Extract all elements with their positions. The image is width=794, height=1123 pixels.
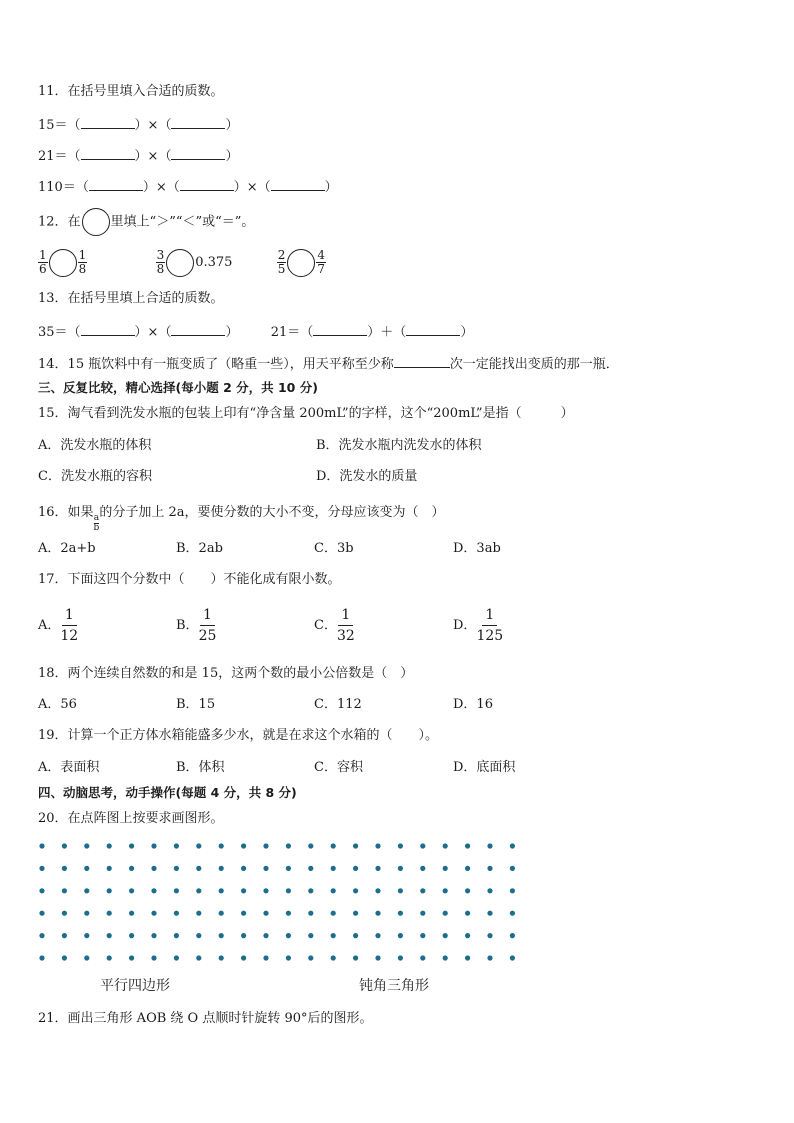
- answer-blank[interactable]: [81, 146, 135, 160]
- q13-row: [38, 322, 473, 342]
- compare-circle[interactable]: [287, 249, 315, 277]
- grid-dot[interactable]: [62, 843, 67, 848]
- grid-dot[interactable]: [443, 911, 448, 916]
- grid-dot[interactable]: [331, 866, 336, 871]
- compare-circle[interactable]: [166, 249, 194, 277]
- answer-blank[interactable]: [81, 322, 135, 336]
- grid-dot[interactable]: [39, 888, 44, 893]
- q18-option-a[interactable]: A．56: [38, 697, 77, 712]
- grid-dot[interactable]: [331, 888, 336, 893]
- q13-left-lhs: 35＝（: [38, 325, 81, 340]
- fraction-denominator: b: [93, 523, 100, 533]
- grid-dot[interactable]: [353, 866, 358, 871]
- grid-dot[interactable]: [487, 866, 492, 871]
- q15-option-c[interactable]: C．洗发水瓶的容积: [38, 469, 152, 484]
- grid-dot[interactable]: [107, 911, 112, 916]
- grid-dot[interactable]: [375, 911, 380, 916]
- option-label: A．: [38, 618, 61, 633]
- grid-dot[interactable]: [308, 955, 313, 960]
- grid-dot[interactable]: [196, 911, 201, 916]
- grid-dot[interactable]: [241, 955, 246, 960]
- q19-option-b[interactable]: B．体积: [176, 760, 225, 775]
- grid-dot[interactable]: [398, 866, 403, 871]
- option-label: B．: [176, 618, 199, 633]
- q12-items: [38, 248, 326, 278]
- fraction-numerator: 2: [277, 248, 286, 262]
- answer-blank[interactable]: [81, 115, 135, 129]
- grid-dot[interactable]: [196, 888, 201, 893]
- grid-dot[interactable]: [129, 888, 134, 893]
- q11-row-1: [38, 115, 238, 135]
- grid-dot[interactable]: [62, 933, 67, 938]
- grid-dot[interactable]: [84, 911, 89, 916]
- q17-prompt: 17．下面这四个分数中（ ）不能化成有限小数。: [38, 572, 341, 587]
- grid-dot[interactable]: [443, 843, 448, 848]
- grid-dot[interactable]: [129, 843, 134, 848]
- fraction-numerator: 1: [200, 605, 215, 626]
- q15-prompt: 15．淘气看到洗发水瓶的包装上印有“净含量 200mL”的字样，这个“200mL”是指（ ）: [38, 406, 574, 421]
- grid-dot[interactable]: [39, 911, 44, 916]
- fraction-numerator: 1: [78, 248, 87, 262]
- grid-dot[interactable]: [129, 933, 134, 938]
- grid-dot[interactable]: [331, 911, 336, 916]
- grid-dot[interactable]: [39, 866, 44, 871]
- grid-dot[interactable]: [487, 933, 492, 938]
- grid-dot[interactable]: [353, 955, 358, 960]
- q13-left-end: ）: [225, 325, 239, 340]
- section-4-heading: 四、动脑思考，动手操作(每题 4 分，共 8 分): [38, 785, 297, 800]
- grid-dot[interactable]: [84, 933, 89, 938]
- answer-blank[interactable]: [171, 146, 225, 160]
- grid-dot[interactable]: [510, 843, 515, 848]
- q19-option-d[interactable]: D．底面积: [453, 760, 516, 775]
- grid-dot[interactable]: [420, 933, 425, 938]
- grid-dot[interactable]: [219, 955, 224, 960]
- dot-grid[interactable]: [34, 838, 524, 964]
- q19-prompt: 19．计算一个正方体水箱能盛多少水，就是在求这个水箱的（ ）。: [38, 728, 439, 743]
- grid-dot[interactable]: [487, 955, 492, 960]
- q16-pre: 16．如果: [38, 505, 94, 520]
- q16-option-d[interactable]: D．3ab: [453, 541, 501, 556]
- q15-option-d[interactable]: D．洗发水的质量: [316, 469, 418, 484]
- grid-dot[interactable]: [487, 843, 492, 848]
- grid-dot[interactable]: [219, 843, 224, 848]
- q17-option-b[interactable]: [176, 604, 216, 648]
- fraction-numerator: a: [93, 513, 100, 523]
- q16-option-a[interactable]: A．2a+b: [38, 541, 96, 556]
- grid-dot[interactable]: [174, 933, 179, 938]
- grid-dot[interactable]: [286, 888, 291, 893]
- grid-dot[interactable]: [107, 843, 112, 848]
- grid-dot[interactable]: [353, 911, 358, 916]
- grid-dot[interactable]: [151, 911, 156, 916]
- grid-dot[interactable]: [241, 933, 246, 938]
- q12-prompt: [38, 208, 254, 237]
- answer-blank[interactable]: [89, 177, 143, 191]
- grid-dot[interactable]: [331, 955, 336, 960]
- grid-dot[interactable]: [84, 866, 89, 871]
- q11-row-2: [38, 146, 238, 166]
- q18-option-b[interactable]: B．15: [176, 697, 216, 712]
- grid-dot[interactable]: [286, 843, 291, 848]
- grid-dot[interactable]: [308, 888, 313, 893]
- q18-option-c[interactable]: C．112: [314, 697, 362, 712]
- q17-option-a[interactable]: [38, 604, 78, 648]
- grid-dot[interactable]: [107, 866, 112, 871]
- q14-pre: 14．15 瓶饮料中有一瓶变质了（略重一些），用天平称至少称: [38, 357, 394, 372]
- grid-dot[interactable]: [420, 955, 425, 960]
- q18-prompt: 18．两个连续自然数的和是 15，这两个数的最小公倍数是（ ）: [38, 666, 414, 681]
- q12-item-b: [156, 248, 237, 276]
- q16-option-c[interactable]: C．3b: [314, 541, 354, 556]
- grid-dot[interactable]: [263, 888, 268, 893]
- q12-pre: 12．在: [38, 214, 81, 230]
- grid-dot[interactable]: [263, 933, 268, 938]
- compare-circle[interactable]: [49, 249, 77, 277]
- q11-row-1-end: ）: [225, 118, 239, 133]
- answer-blank[interactable]: [171, 322, 225, 336]
- grid-dot[interactable]: [62, 866, 67, 871]
- q12-post: 里填上“＞”“＜”或“＝”。: [110, 214, 255, 230]
- grid-dot[interactable]: [219, 933, 224, 938]
- q12-item-c: [277, 248, 326, 276]
- grid-dot[interactable]: [375, 843, 380, 848]
- grid-dot[interactable]: [174, 888, 179, 893]
- q20-prompt: 20．在点阵图上按要求画图形。: [38, 811, 224, 826]
- grid-dot[interactable]: [375, 866, 380, 871]
- grid-dot[interactable]: [487, 911, 492, 916]
- grid-dot[interactable]: [308, 933, 313, 938]
- q13-right-lhs: 21＝（: [270, 325, 314, 340]
- grid-dot[interactable]: [353, 933, 358, 938]
- grid-dot[interactable]: [263, 866, 268, 871]
- grid-dot[interactable]: [398, 955, 403, 960]
- grid-dot[interactable]: [219, 866, 224, 871]
- answer-blank[interactable]: [180, 177, 234, 191]
- grid-dot[interactable]: [420, 843, 425, 848]
- q13-right-end: ）: [460, 325, 474, 340]
- grid-dot[interactable]: [465, 933, 470, 938]
- fraction-numerator: 1: [39, 248, 47, 262]
- q19-option-c[interactable]: C．容积: [314, 760, 363, 775]
- q11-row-2-mid: ）×（: [134, 149, 172, 164]
- decimal-value: 0.375: [195, 255, 233, 270]
- grid-dot[interactable]: [443, 955, 448, 960]
- grid-dot[interactable]: [398, 888, 403, 893]
- fraction-denominator: 25: [198, 628, 217, 644]
- grid-dot[interactable]: [151, 866, 156, 871]
- dot-grid-label-obtuse-triangle: 钝角三角形: [359, 978, 429, 994]
- option-label: C．: [314, 618, 337, 633]
- grid-dot[interactable]: [219, 911, 224, 916]
- grid-dot[interactable]: [375, 888, 380, 893]
- q17-option-d[interactable]: [453, 604, 503, 648]
- grid-dot[interactable]: [510, 933, 515, 938]
- grid-dot[interactable]: [219, 888, 224, 893]
- fraction-numerator: 1: [62, 605, 77, 626]
- grid-dot[interactable]: [465, 911, 470, 916]
- grid-dot[interactable]: [443, 933, 448, 938]
- grid-dot[interactable]: [465, 843, 470, 848]
- q18-option-d[interactable]: D．16: [453, 697, 493, 712]
- grid-dot[interactable]: [107, 888, 112, 893]
- grid-dot[interactable]: [241, 843, 246, 848]
- grid-dot[interactable]: [62, 911, 67, 916]
- grid-dot[interactable]: [487, 888, 492, 893]
- grid-dot[interactable]: [174, 955, 179, 960]
- grid-dot[interactable]: [375, 955, 380, 960]
- grid-dot[interactable]: [196, 843, 201, 848]
- q11-row-1-mid: ）×（: [134, 118, 172, 133]
- grid-dot[interactable]: [129, 955, 134, 960]
- grid-dot[interactable]: [39, 843, 44, 848]
- grid-dot[interactable]: [465, 955, 470, 960]
- q16-prompt: [38, 502, 444, 533]
- fraction-denominator: 5: [277, 262, 286, 276]
- grid-dot[interactable]: [151, 933, 156, 938]
- grid-dot[interactable]: [510, 866, 515, 871]
- q13-right-mid: ）＋（: [367, 325, 407, 340]
- grid-dot[interactable]: [241, 888, 246, 893]
- grid-dot[interactable]: [241, 866, 246, 871]
- grid-dot[interactable]: [286, 955, 291, 960]
- compare-circle-icon: [82, 208, 110, 236]
- grid-dot[interactable]: [263, 911, 268, 916]
- q19-option-a[interactable]: A．表面积: [38, 760, 100, 775]
- q11-row-1-lhs: 15＝（: [38, 118, 81, 133]
- grid-dot[interactable]: [443, 888, 448, 893]
- dot-grid-label-parallelogram: 平行四边形: [100, 978, 170, 994]
- q11-row-3-end: ）: [324, 180, 338, 195]
- grid-dot[interactable]: [420, 888, 425, 893]
- q11-prompt: 11．在括号里填入合适的质数。: [38, 84, 224, 99]
- grid-dot[interactable]: [510, 955, 515, 960]
- grid-dot[interactable]: [84, 888, 89, 893]
- answer-blank[interactable]: [406, 322, 460, 336]
- grid-dot[interactable]: [331, 843, 336, 848]
- q15-option-a[interactable]: A．洗发水瓶的体积: [38, 438, 152, 453]
- grid-dot[interactable]: [84, 843, 89, 848]
- fraction-numerator: 1: [482, 605, 497, 626]
- q21-prompt: 21．画出三角形 AOB 绕 O 点顺时针旋转 90°后的图形。: [38, 1011, 373, 1026]
- grid-dot[interactable]: [196, 955, 201, 960]
- option-label: D．: [453, 618, 477, 633]
- q14-post: 次一定能找出变质的那一瓶．: [449, 357, 619, 372]
- q11-row-3: [38, 177, 338, 197]
- fraction-numerator: 1: [338, 605, 353, 626]
- grid-dot[interactable]: [465, 866, 470, 871]
- grid-dot[interactable]: [308, 843, 313, 848]
- grid-dot[interactable]: [286, 911, 291, 916]
- q11-row-3-mid2: ）×（: [233, 180, 271, 195]
- q15-option-b[interactable]: B．洗发水瓶内洗发水的体积: [316, 438, 482, 453]
- answer-blank[interactable]: [313, 322, 367, 336]
- grid-dot[interactable]: [286, 866, 291, 871]
- grid-dot[interactable]: [308, 866, 313, 871]
- grid-dot[interactable]: [151, 843, 156, 848]
- grid-dot[interactable]: [151, 888, 156, 893]
- fraction-denominator: 125: [476, 628, 504, 644]
- fraction-denominator: 8: [78, 262, 87, 276]
- grid-dot[interactable]: [62, 888, 67, 893]
- answer-blank[interactable]: [271, 177, 325, 191]
- q16-post: 的分子加上 2a，要使分数的大小不变，分母应该变为（ ）: [99, 505, 445, 520]
- fraction-denominator: 8: [156, 262, 165, 276]
- fraction-numerator: 3: [156, 248, 165, 262]
- q16-option-b[interactable]: B．2ab: [176, 541, 223, 556]
- fraction-denominator: 6: [39, 262, 47, 276]
- fraction-denominator: 12: [60, 628, 79, 644]
- grid-dot[interactable]: [129, 911, 134, 916]
- grid-dot[interactable]: [420, 866, 425, 871]
- fraction-numerator: 4: [317, 248, 325, 262]
- grid-dot[interactable]: [398, 843, 403, 848]
- grid-dot[interactable]: [263, 843, 268, 848]
- q13-left-mid: ）×（: [134, 325, 172, 340]
- q11-row-3-mid: ）×（: [142, 180, 180, 195]
- fraction-denominator: 7: [317, 262, 325, 276]
- grid-dot[interactable]: [62, 955, 67, 960]
- grid-dot[interactable]: [107, 955, 112, 960]
- q11-row-2-lhs: 21＝（: [38, 149, 81, 164]
- grid-dot[interactable]: [174, 866, 179, 871]
- q11-row-2-end: ）: [225, 149, 239, 164]
- grid-dot[interactable]: [129, 866, 134, 871]
- grid-dot[interactable]: [39, 955, 44, 960]
- grid-dot[interactable]: [398, 933, 403, 938]
- grid-dot[interactable]: [510, 911, 515, 916]
- grid-dot[interactable]: [196, 866, 201, 871]
- grid-dot[interactable]: [331, 933, 336, 938]
- grid-dot[interactable]: [39, 933, 44, 938]
- answer-blank[interactable]: [394, 354, 450, 368]
- answer-blank[interactable]: [171, 115, 225, 129]
- grid-dot[interactable]: [107, 933, 112, 938]
- grid-dot[interactable]: [443, 866, 448, 871]
- grid-dot[interactable]: [398, 911, 403, 916]
- grid-dot[interactable]: [510, 888, 515, 893]
- fraction-denominator: 32: [336, 628, 355, 644]
- grid-dot[interactable]: [465, 888, 470, 893]
- grid-dot[interactable]: [196, 933, 201, 938]
- grid-dot[interactable]: [174, 911, 179, 916]
- q12-item-a: [38, 248, 91, 276]
- grid-dot[interactable]: [353, 888, 358, 893]
- grid-dot[interactable]: [308, 911, 313, 916]
- q13-prompt: 13．在括号里填上合适的质数。: [38, 291, 224, 306]
- grid-dot[interactable]: [375, 933, 380, 938]
- grid-dot[interactable]: [241, 911, 246, 916]
- section-3-heading: 三、反复比较，精心选择(每小题 2 分，共 10 分): [38, 380, 318, 395]
- grid-dot[interactable]: [263, 955, 268, 960]
- q11-row-3-lhs: 110＝（: [38, 180, 89, 195]
- grid-dot[interactable]: [174, 843, 179, 848]
- grid-dot[interactable]: [420, 911, 425, 916]
- grid-dot[interactable]: [353, 843, 358, 848]
- q17-option-c[interactable]: [314, 604, 355, 648]
- grid-dot[interactable]: [84, 955, 89, 960]
- q14: [38, 354, 619, 374]
- grid-dot[interactable]: [151, 955, 156, 960]
- grid-dot[interactable]: [286, 933, 291, 938]
